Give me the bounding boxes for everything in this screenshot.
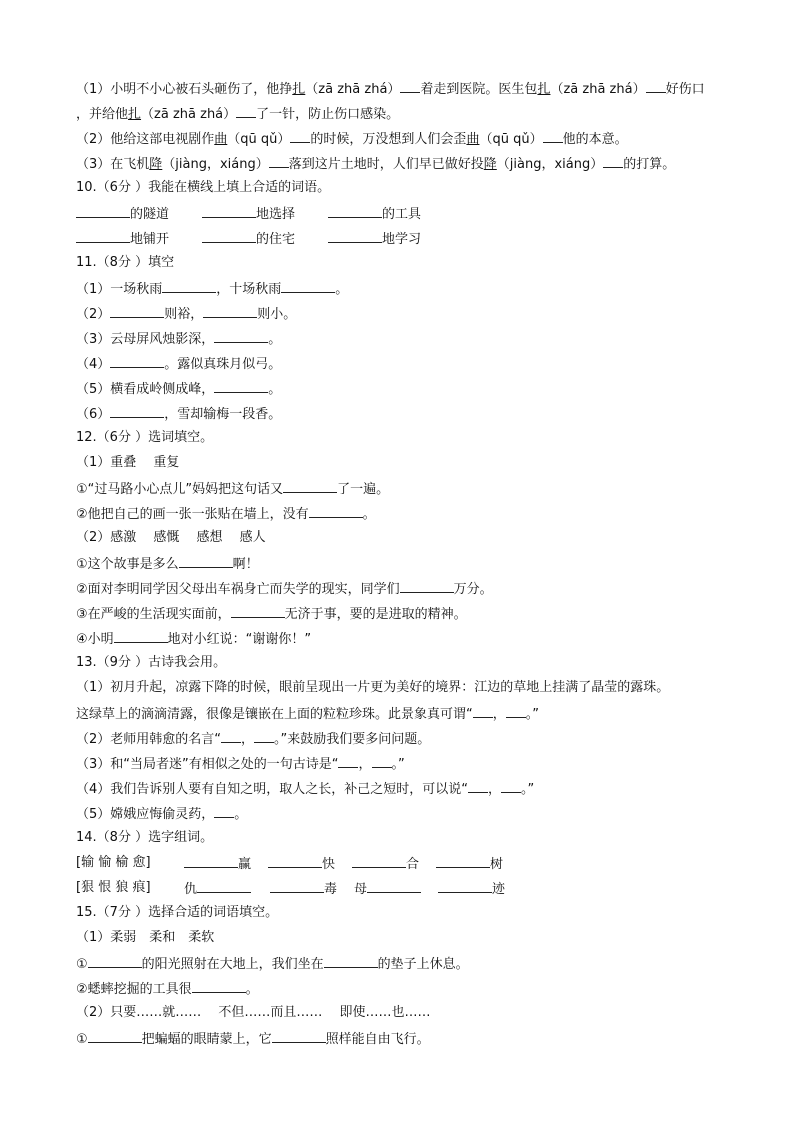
answer-blank[interactable]	[603, 154, 623, 168]
q12-sentence-3: ①这个故事是多么 啊！	[76, 554, 259, 574]
answer-blank[interactable]	[192, 979, 246, 993]
answer-blank[interactable]	[328, 229, 382, 243]
q11-line-2: （2） 则裕， 则小。	[76, 304, 296, 324]
answer-blank[interactable]	[254, 729, 274, 743]
answer-blank[interactable]	[281, 279, 335, 293]
q12-sentence-1: ①“过马路小心点儿”妈妈把这句话又 了一遍。	[76, 479, 389, 499]
answer-blank[interactable]	[646, 79, 666, 93]
q15-title: 15.（7分 ）选择合适的词语填空。	[76, 905, 279, 920]
q9-line-1: （1）小明不小心被石头砸伤了，他挣扎（zā zhā zhá） 着走到医院。医生包扎（zā zhā zhá） 好伤口	[76, 79, 705, 99]
answer-blank[interactable]	[110, 404, 164, 418]
answer-blank[interactable]	[268, 854, 322, 868]
q12-group-1: （1）重叠 重复	[76, 455, 180, 470]
q12-sentence-2: ②他把自己的画一张一张贴在墙上，没有 。	[76, 504, 376, 524]
q15-sentence-2: ②蟋蟀挖掘的工具很 。	[76, 979, 259, 999]
answer-blank[interactable]	[269, 154, 289, 168]
q12-group-2: （2）感激 感慨 感想 感人	[76, 530, 266, 545]
answer-blank[interactable]	[501, 779, 521, 793]
answer-blank[interactable]	[236, 104, 256, 118]
q15-sentence-1: ① 的阳光照射在大地上，我们坐在 的垫子上休息。	[76, 954, 469, 974]
answer-blank[interactable]	[202, 204, 256, 218]
answer-blank[interactable]	[214, 804, 234, 818]
answer-blank[interactable]	[214, 329, 268, 343]
answer-blank[interactable]	[184, 854, 238, 868]
answer-blank[interactable]	[76, 229, 130, 243]
answer-blank[interactable]	[110, 304, 164, 318]
answer-blank[interactable]	[468, 779, 488, 793]
answer-blank[interactable]	[338, 754, 358, 768]
answer-blank[interactable]	[290, 129, 310, 143]
answer-blank[interactable]	[110, 354, 164, 368]
q9-line-4: （3）在飞机降（jiàng，xiáng） 落到这片土地时，人们早已做好投降（jiàng，xiáng） 的打算。	[76, 154, 675, 174]
answer-blank[interactable]	[162, 279, 216, 293]
char-choice-label: [输 愉 榆 愈]	[76, 855, 151, 870]
q12-title: 12.（6分 ）选词填空。	[76, 430, 214, 445]
q12-sentence-5: ③在严峻的生活现实面前， 无济于事，要的是进取的精神。	[76, 604, 467, 624]
answer-blank[interactable]	[328, 204, 382, 218]
char-choice-label: [狠 恨 狼 痕]	[76, 880, 151, 895]
answer-blank[interactable]	[88, 954, 142, 968]
q15-group-2: （2）只要……就…… 不但……而且…… 即使……也……	[76, 1005, 431, 1020]
q9-line-2: ，并给他扎（zā zhā zhá） 了一针，防止伤口感染。	[76, 104, 399, 124]
answer-blank[interactable]	[372, 754, 392, 768]
q13-line-5: （5）嫦娥应悔偷灵药， 。	[76, 804, 247, 824]
answer-blank[interactable]	[352, 854, 406, 868]
q13-line-2: （2）老师用韩愈的名言“ ， 。”来鼓励我们要多问问题。	[76, 729, 430, 749]
q11-line-3: （3）云母屏风烛影深， 。	[76, 329, 281, 349]
answer-blank[interactable]	[506, 704, 526, 718]
q11-title: 11.（8分 ）填空	[76, 255, 175, 270]
q13-title: 13.（9分 ）古诗我会用。	[76, 655, 227, 670]
q15-group-1: （1）柔弱 柔和 柔软	[76, 930, 215, 945]
q13-line-1b: 这绿草上的滴滴清露，很像是镶嵌在上面的粒粒珍珠。此景象真可谓“ ， 。”	[76, 704, 539, 724]
answer-blank[interactable]	[202, 229, 256, 243]
answer-blank[interactable]	[367, 879, 421, 893]
answer-blank[interactable]	[114, 629, 168, 643]
answer-blank[interactable]	[88, 1029, 142, 1043]
answer-blank[interactable]	[179, 554, 233, 568]
answer-blank[interactable]	[214, 379, 268, 393]
q13-line-1: （1）初月升起，凉露下降的时候，眼前呈现出一片更为美好的境界：江边的草地上挂满了晶莹的露珠。	[76, 680, 670, 695]
answer-blank[interactable]	[272, 1029, 326, 1043]
answer-blank[interactable]	[231, 604, 285, 618]
q11-line-1: （1）一场秋雨 ，十场秋雨 。	[76, 279, 348, 299]
answer-blank[interactable]	[543, 129, 563, 143]
answer-blank[interactable]	[283, 479, 337, 493]
q12-sentence-6: ④小明 地对小红说：“谢谢你！”	[76, 629, 311, 649]
answer-blank[interactable]	[400, 79, 420, 93]
q9-line-3: （2）他给这部电视剧作曲（qū qǔ） 的时候，万没想到人们会歪曲（qū qǔ） 他的本意。	[76, 129, 628, 149]
q11-line-6: （6） ，雪却输梅一段香。	[76, 404, 281, 424]
answer-blank[interactable]	[203, 304, 257, 318]
answer-blank[interactable]	[473, 704, 493, 718]
answer-blank[interactable]	[309, 504, 363, 518]
q12-sentence-4: ②面对李明同学因父母出车祸身亡而失学的现实，同学们 万分。	[76, 579, 493, 599]
answer-blank[interactable]	[438, 879, 492, 893]
q11-line-4: （4） 。露似真珠月似弓。	[76, 354, 281, 374]
answer-blank[interactable]	[76, 204, 130, 218]
q13-line-3: （3）和“当局者迷”有相似之处的一句古诗是“ ， 。”	[76, 754, 405, 774]
q11-line-5: （5）横看成岭侧成峰， 。	[76, 379, 281, 399]
answer-blank[interactable]	[197, 879, 251, 893]
answer-blank[interactable]	[270, 879, 324, 893]
q13-line-4: （4）我们告诉别人要有自知之明，取人之长，补己之短时，可以说“ ， 。”	[76, 779, 534, 799]
answer-blank[interactable]	[221, 729, 241, 743]
answer-blank[interactable]	[400, 579, 454, 593]
q10-title: 10.（6分 ）我能在横线上填上合适的词语。	[76, 180, 331, 195]
q14-title: 14.（8分 ）选字组词。	[76, 830, 214, 845]
underlined-char: 扎	[292, 82, 306, 97]
answer-blank[interactable]	[436, 854, 490, 868]
answer-blank[interactable]	[324, 954, 378, 968]
q15-sentence-3: ① 把蝙蝠的眼睛蒙上，它 照样能自由飞行。	[76, 1029, 430, 1049]
